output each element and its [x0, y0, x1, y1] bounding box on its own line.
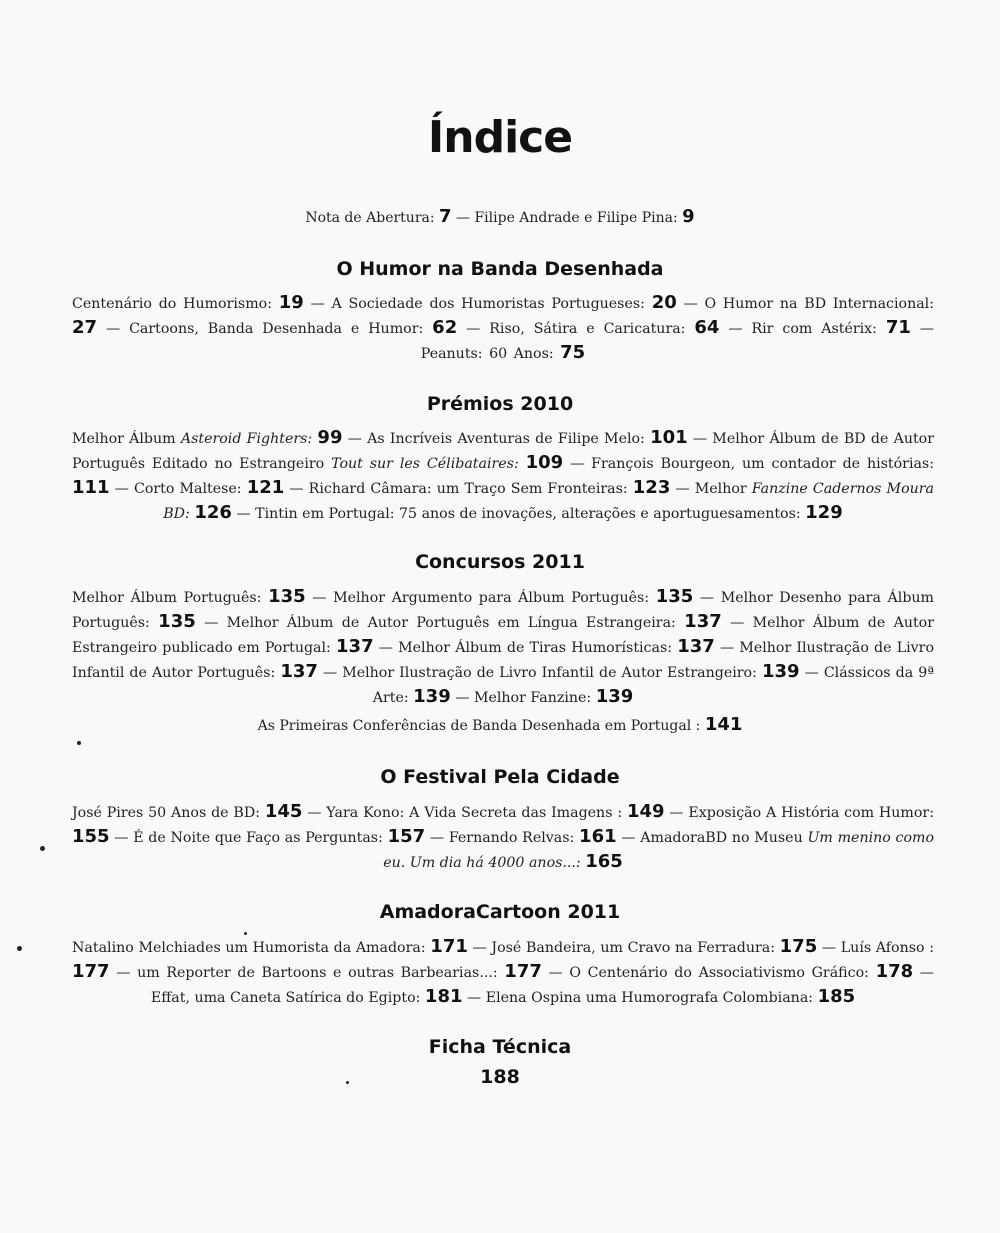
page-number: 165 — [585, 851, 623, 872]
section-title-premios: Prémios 2010 — [426, 393, 574, 415]
section-title-festival: O Festival Pela Cidade — [380, 766, 620, 788]
page-number: 149 — [626, 801, 665, 822]
page-number: 177 — [504, 961, 542, 982]
section-entries-festival — [72, 800, 934, 875]
page-number: 135 — [655, 586, 694, 607]
page-number: 9 — [682, 206, 695, 227]
section-title-concursos: Concursos 2011 — [415, 551, 585, 573]
entry-text: — Melhor Ilustração de Livro Infantil de Autor Estrangeiro: — [317, 665, 762, 681]
scan-speck — [17, 946, 22, 951]
page-number: 99 — [317, 427, 343, 448]
entry-text: — Melhor Álbum de Autor Português em Língua Estrangeira: — [195, 615, 685, 631]
page-number: 177 — [72, 961, 110, 982]
entry-text: — Elena Ospina uma Humorografa Colombiana: — [462, 990, 818, 1006]
entry-text: — Melhor Argumento para Álbum Português: — [305, 590, 656, 606]
entry-text: — A Sociedade dos Humoristas Portugueses: — [303, 296, 652, 312]
section-entries-concursos — [72, 585, 934, 710]
entry-text: — As Incríveis Aventuras de Filipe Melo: — [342, 431, 651, 447]
entry-text: — Melhor Álbum de Autor Estrangeiro publicado em Portugal: — [72, 615, 934, 656]
entry-text: — Richard Câmara: um Traço Sem Fronteiras: — [284, 481, 633, 497]
page-number: 139 — [761, 661, 800, 682]
entry-text: José Pires 50 Anos de BD: — [72, 805, 265, 821]
entry-text: — Luís Afonso : — [817, 940, 934, 956]
entry-text: — Melhor Ilustração de Livro Infantil de Autor Português: — [72, 640, 934, 681]
entry-text: As Primeiras Conferências de Banda Desenhada em Portugal : — [257, 718, 705, 734]
intro-line — [0, 206, 1000, 227]
section-title-humor: O Humor na Banda Desenhada — [336, 258, 664, 280]
page-number: 20 — [651, 292, 677, 313]
page-number: 137 — [336, 636, 374, 657]
page-title: Índice — [427, 112, 573, 163]
page-number: 178 — [875, 961, 914, 982]
page-number: 64 — [694, 317, 720, 338]
page-number: 137 — [684, 611, 722, 632]
entry-text: — Melhor Álbum de Tiras Humorísticas: — [373, 640, 678, 656]
page-number: 19 — [278, 292, 304, 313]
entry-text: — Melhor — [670, 481, 752, 497]
entry-text: — Cartoons, Banda Desenhada e Humor: — [97, 321, 433, 337]
page-number: 135 — [268, 586, 306, 607]
page-number: 161 — [579, 826, 617, 847]
entry-text: Centenário do Humorismo: — [72, 296, 279, 312]
section-entries-cartoon — [72, 935, 934, 1010]
page-number: 157 — [387, 826, 426, 847]
page-number: 175 — [779, 936, 818, 957]
section-title-cartoon: AmadoraCartoon 2011 — [379, 901, 621, 923]
page-number: 139 — [595, 686, 634, 707]
entry-text: — Riso, Sátira e Caricatura: — [457, 321, 695, 337]
conferencias-line — [0, 714, 1000, 735]
entry-text: — Melhor Álbum de BD de Autor Português Editado no Estrangeiro — [72, 431, 934, 472]
entry-italic: Asteroid Fighters: — [180, 431, 313, 447]
page-number: 129 — [805, 502, 843, 523]
page-number: 109 — [525, 452, 564, 473]
page-number: 137 — [280, 661, 318, 682]
entry-text: — Peanuts: 60 Anos: — [420, 321, 935, 362]
entry-text: — Melhor Fanzine: — [450, 690, 596, 706]
entry-text: — Effat, uma Caneta Satírica do Egipto: — [150, 965, 934, 1006]
page-number: 62 — [432, 317, 458, 338]
page-number: 121 — [246, 477, 285, 498]
page-number: 171 — [430, 936, 468, 957]
page-number: 155 — [72, 826, 110, 847]
page-number: 75 — [560, 342, 586, 363]
entry-italic: Um menino como eu. Um dia há 4000 anos...: — [383, 830, 935, 871]
entry-text: — Tintin em Portugal: 75 anos de inovações, alterações e aportuguesamentos: — [231, 506, 806, 522]
page-number: 137 — [677, 636, 715, 657]
page-number: 135 — [158, 611, 196, 632]
entry-text: — François Bourgeon, um contador de histórias: — [563, 456, 934, 472]
section-entries-humor — [72, 291, 934, 366]
page-number: 123 — [632, 477, 671, 498]
page-number: 27 — [72, 317, 98, 338]
entry-text: — É de Noite que Faço as Perguntas: — [109, 830, 388, 846]
entry-text: — Corto Maltese: — [109, 481, 247, 497]
intro-text: — Filipe Andrade e Filipe Pina: — [451, 210, 683, 226]
entry-text: — O Humor na BD Internacional: — [676, 296, 934, 312]
page-number: 185 — [817, 986, 856, 1007]
entry-text: Melhor Álbum Português: — [72, 590, 269, 606]
intro-text: Nota de Abertura: — [305, 210, 440, 226]
page-number: 145 — [264, 801, 303, 822]
entry-italic: Tout sur les Célibataires: — [331, 456, 519, 472]
page-number: 101 — [650, 427, 688, 448]
entry-text: — Clássicos da 9ª Arte: — [372, 665, 934, 706]
page-number: 126 — [194, 502, 232, 523]
entry-text: — Yara Kono: A Vida Secreta das Imagens : — [302, 805, 627, 821]
entry-text: — Exposição A História com Humor: — [664, 805, 934, 821]
entry-text: Melhor Álbum — [72, 431, 181, 447]
page-number: 111 — [72, 477, 110, 498]
entry-text: — O Centenário do Associativismo Gráfico: — [541, 965, 876, 981]
entry-text: Natalino Melchiades um Humorista da Amadora: — [72, 940, 431, 956]
entry-text: — Rir com Astérix: — [719, 321, 886, 337]
page-number: 71 — [885, 317, 911, 338]
page-number: 141 — [704, 714, 743, 735]
entry-text: — José Bandeira, um Cravo na Ferradura: — [467, 940, 780, 956]
scan-speck — [40, 846, 45, 851]
scan-speck — [346, 1081, 349, 1084]
ficha-page-number: 188 — [480, 1066, 520, 1088]
entry-text: — AmadoraBD no Museu — [616, 830, 808, 846]
scan-speck — [244, 932, 247, 935]
section-title-ficha: Ficha Técnica — [428, 1036, 572, 1058]
entry-text: — Melhor Desenho para Álbum Português: — [72, 590, 935, 631]
page-number: 139 — [413, 686, 451, 707]
page-number: 7 — [439, 206, 452, 227]
entry-text: — Fernando Relvas: — [425, 830, 580, 846]
entry-text: — um Reporter de Bartoons e outras Barbearias...: — [109, 965, 505, 981]
scan-speck — [77, 741, 81, 745]
section-entries-premios — [72, 426, 934, 526]
entry-italic: Fanzine Cadernos Moura BD: — [163, 481, 934, 522]
page-number: 181 — [424, 986, 463, 1007]
